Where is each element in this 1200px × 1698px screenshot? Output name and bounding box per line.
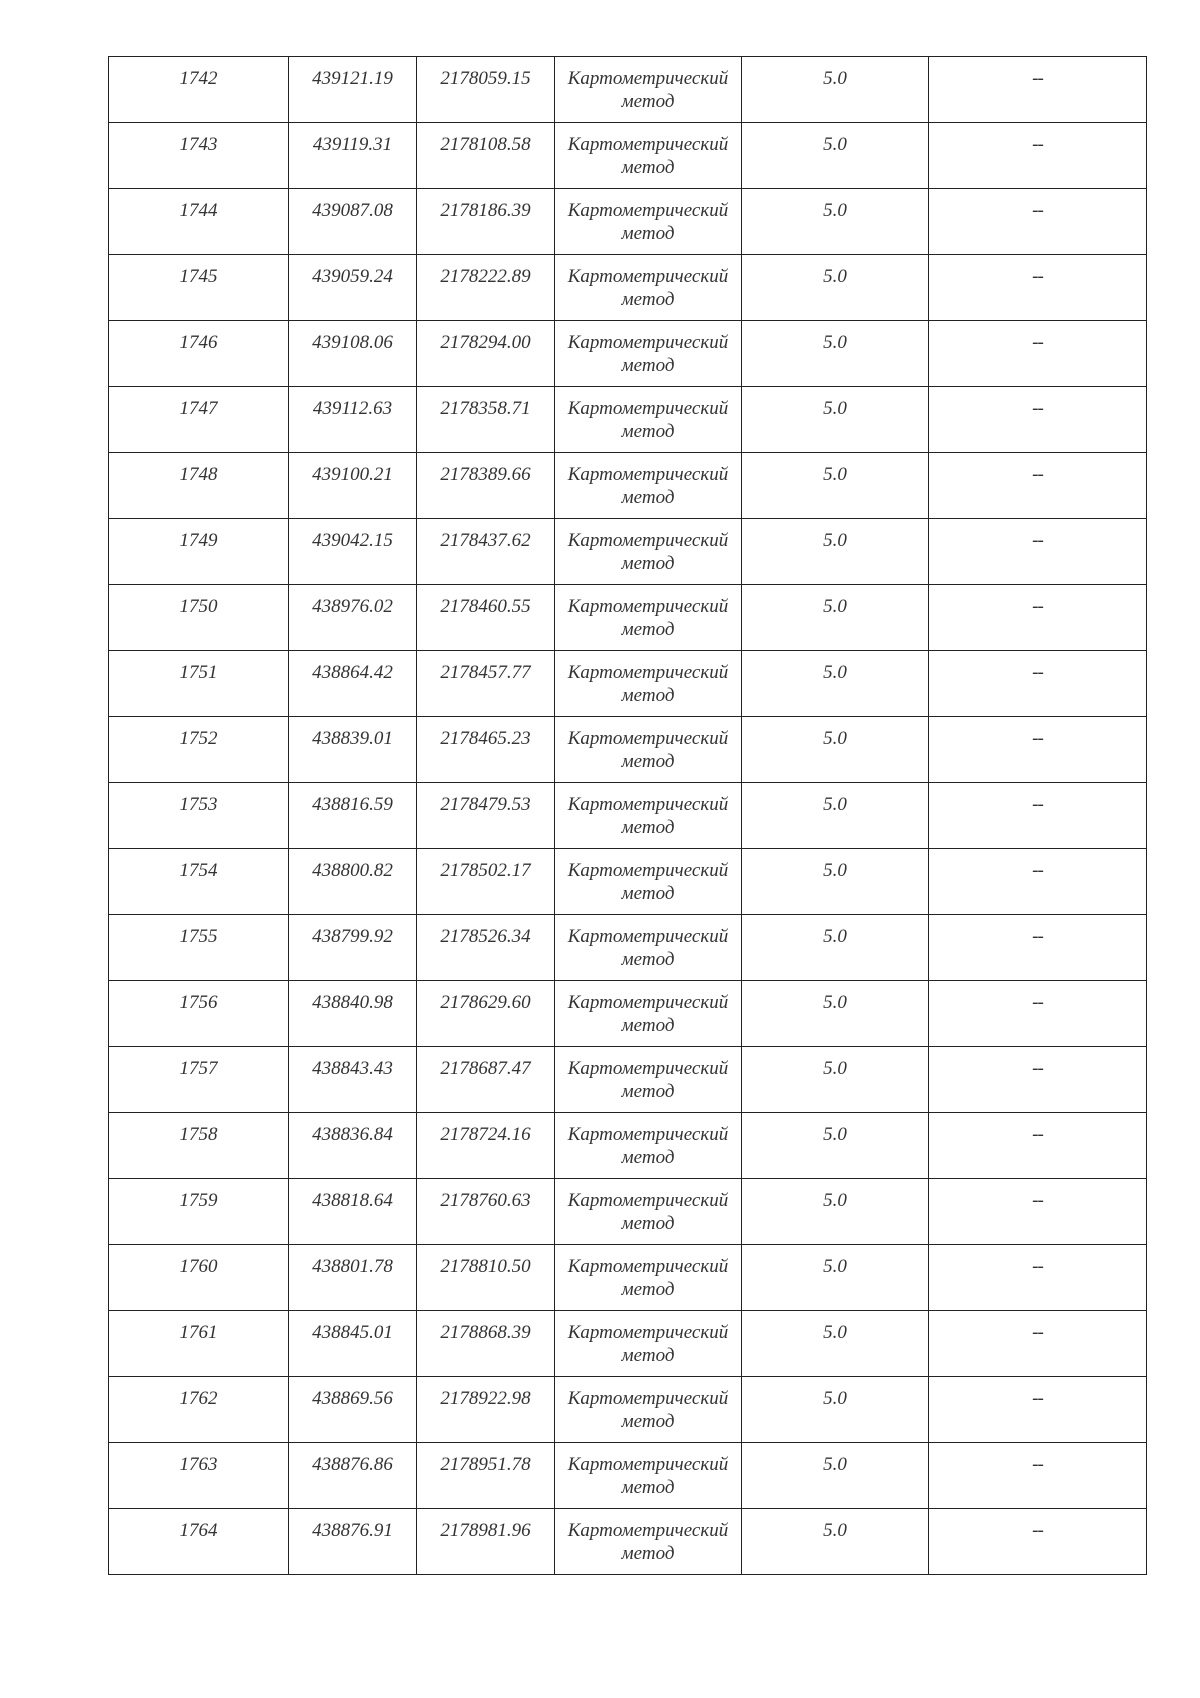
method-line1: Картометрический — [567, 1190, 729, 1211]
table-row — [109, 1443, 1147, 1509]
method-line2: метод — [621, 487, 675, 508]
method-line1: Картометрический — [567, 860, 729, 881]
method-line2: метод — [621, 1147, 675, 1168]
point-number-cell: 1744 — [109, 189, 289, 255]
note-cell: -- — [929, 1311, 1147, 1377]
method-line2: метод — [621, 223, 675, 244]
y-coordinate-cell: 2178526.34 — [417, 915, 555, 981]
x-coordinate-cell: 438801.78 — [289, 1245, 417, 1311]
method-cell — [555, 1047, 742, 1113]
y-coordinate-cell: 2178186.39 — [417, 189, 555, 255]
x-coordinate-cell: 438836.84 — [289, 1113, 417, 1179]
method-cell — [555, 981, 742, 1047]
y-coordinate-cell: 2178358.71 — [417, 387, 555, 453]
coordinates-table — [108, 56, 1147, 1575]
x-coordinate-cell: 438876.86 — [289, 1443, 417, 1509]
y-coordinate-cell: 2178465.23 — [417, 717, 555, 783]
x-coordinate-cell: 438816.59 — [289, 783, 417, 849]
point-number-cell: 1746 — [109, 321, 289, 387]
point-number-cell: 1764 — [109, 1509, 289, 1575]
note-cell: -- — [929, 255, 1147, 321]
y-coordinate-cell: 2178460.55 — [417, 585, 555, 651]
method-cell — [555, 387, 742, 453]
y-coordinate-cell: 2178502.17 — [417, 849, 555, 915]
y-coordinate-cell: 2178108.58 — [417, 123, 555, 189]
point-number-cell: 1755 — [109, 915, 289, 981]
note-cell: -- — [929, 123, 1147, 189]
table-row — [109, 1113, 1147, 1179]
table-row — [109, 1179, 1147, 1245]
method-line1: Картометрический — [567, 794, 729, 815]
accuracy-cell: 5.0 — [742, 1311, 929, 1377]
note-cell: -- — [929, 1113, 1147, 1179]
table-row — [109, 783, 1147, 849]
method-cell — [555, 849, 742, 915]
point-number-cell: 1754 — [109, 849, 289, 915]
y-coordinate-cell: 2178479.53 — [417, 783, 555, 849]
method-line1: Картометрический — [567, 1388, 729, 1409]
note-cell: -- — [929, 651, 1147, 717]
note-cell: -- — [929, 1179, 1147, 1245]
method-line2: метод — [621, 1543, 675, 1564]
x-coordinate-cell: 439042.15 — [289, 519, 417, 585]
method-line2: метод — [621, 289, 675, 310]
method-cell — [555, 783, 742, 849]
y-coordinate-cell: 2178724.16 — [417, 1113, 555, 1179]
table-row — [109, 453, 1147, 519]
method-cell — [555, 123, 742, 189]
x-coordinate-cell: 438800.82 — [289, 849, 417, 915]
method-line2: метод — [621, 1477, 675, 1498]
note-cell: -- — [929, 321, 1147, 387]
method-line2: метод — [621, 1411, 675, 1432]
x-coordinate-cell: 439087.08 — [289, 189, 417, 255]
table-row — [109, 1509, 1147, 1575]
table-row — [109, 585, 1147, 651]
method-line2: метод — [621, 883, 675, 904]
x-coordinate-cell: 438818.64 — [289, 1179, 417, 1245]
accuracy-cell: 5.0 — [742, 519, 929, 585]
x-coordinate-cell: 439119.31 — [289, 123, 417, 189]
method-line2: метод — [621, 553, 675, 574]
point-number-cell: 1747 — [109, 387, 289, 453]
note-cell: -- — [929, 915, 1147, 981]
accuracy-cell: 5.0 — [742, 57, 929, 123]
method-line1: Картометрический — [567, 926, 729, 947]
accuracy-cell: 5.0 — [742, 981, 929, 1047]
y-coordinate-cell: 2178437.62 — [417, 519, 555, 585]
x-coordinate-cell: 438864.42 — [289, 651, 417, 717]
table-row — [109, 255, 1147, 321]
table-row — [109, 1047, 1147, 1113]
method-line1: Картометрический — [567, 530, 729, 551]
method-line1: Картометрический — [567, 134, 729, 155]
method-line2: метод — [621, 1081, 675, 1102]
table-row — [109, 123, 1147, 189]
x-coordinate-cell: 438799.92 — [289, 915, 417, 981]
accuracy-cell: 5.0 — [742, 255, 929, 321]
x-coordinate-cell: 439108.06 — [289, 321, 417, 387]
point-number-cell: 1756 — [109, 981, 289, 1047]
accuracy-cell: 5.0 — [742, 1509, 929, 1575]
y-coordinate-cell: 2178389.66 — [417, 453, 555, 519]
y-coordinate-cell: 2178810.50 — [417, 1245, 555, 1311]
accuracy-cell: 5.0 — [742, 783, 929, 849]
accuracy-cell: 5.0 — [742, 1443, 929, 1509]
note-cell: -- — [929, 189, 1147, 255]
method-line1: Картометрический — [567, 596, 729, 617]
table-row — [109, 387, 1147, 453]
table-row — [109, 1311, 1147, 1377]
method-line1: Картометрический — [567, 1058, 729, 1079]
accuracy-cell: 5.0 — [742, 453, 929, 519]
point-number-cell: 1745 — [109, 255, 289, 321]
method-line2: метод — [621, 91, 675, 112]
note-cell: -- — [929, 1443, 1147, 1509]
method-cell — [555, 1311, 742, 1377]
x-coordinate-cell: 438845.01 — [289, 1311, 417, 1377]
y-coordinate-cell: 2178951.78 — [417, 1443, 555, 1509]
method-line2: метод — [621, 1279, 675, 1300]
method-line1: Картометрический — [567, 398, 729, 419]
y-coordinate-cell: 2178294.00 — [417, 321, 555, 387]
point-number-cell: 1760 — [109, 1245, 289, 1311]
method-cell — [555, 189, 742, 255]
point-number-cell: 1757 — [109, 1047, 289, 1113]
x-coordinate-cell: 438869.56 — [289, 1377, 417, 1443]
method-line1: Картометрический — [567, 332, 729, 353]
method-line1: Картометрический — [567, 200, 729, 221]
table-row — [109, 57, 1147, 123]
method-line2: метод — [621, 1213, 675, 1234]
method-line2: метод — [621, 817, 675, 838]
method-line1: Картометрический — [567, 728, 729, 749]
note-cell: -- — [929, 1509, 1147, 1575]
method-cell — [555, 915, 742, 981]
point-number-cell: 1763 — [109, 1443, 289, 1509]
accuracy-cell: 5.0 — [742, 1245, 929, 1311]
x-coordinate-cell: 439059.24 — [289, 255, 417, 321]
x-coordinate-cell: 438839.01 — [289, 717, 417, 783]
method-cell — [555, 1443, 742, 1509]
method-line2: метод — [621, 355, 675, 376]
x-coordinate-cell: 438876.91 — [289, 1509, 417, 1575]
method-cell — [555, 519, 742, 585]
x-coordinate-cell: 439100.21 — [289, 453, 417, 519]
accuracy-cell: 5.0 — [742, 717, 929, 783]
note-cell: -- — [929, 57, 1147, 123]
table-row — [109, 189, 1147, 255]
y-coordinate-cell: 2178981.96 — [417, 1509, 555, 1575]
table-row — [109, 651, 1147, 717]
point-number-cell: 1753 — [109, 783, 289, 849]
accuracy-cell: 5.0 — [742, 321, 929, 387]
accuracy-cell: 5.0 — [742, 915, 929, 981]
y-coordinate-cell: 2178629.60 — [417, 981, 555, 1047]
accuracy-cell: 5.0 — [742, 387, 929, 453]
note-cell: -- — [929, 519, 1147, 585]
accuracy-cell: 5.0 — [742, 123, 929, 189]
method-cell — [555, 255, 742, 321]
table-row — [109, 915, 1147, 981]
note-cell: -- — [929, 1047, 1147, 1113]
point-number-cell: 1748 — [109, 453, 289, 519]
note-cell: -- — [929, 453, 1147, 519]
accuracy-cell: 5.0 — [742, 1047, 929, 1113]
table-row — [109, 321, 1147, 387]
method-line2: метод — [621, 157, 675, 178]
method-cell — [555, 1509, 742, 1575]
accuracy-cell: 5.0 — [742, 585, 929, 651]
method-cell — [555, 1113, 742, 1179]
table-row — [109, 519, 1147, 585]
point-number-cell: 1759 — [109, 1179, 289, 1245]
x-coordinate-cell: 438840.98 — [289, 981, 417, 1047]
accuracy-cell: 5.0 — [742, 1179, 929, 1245]
y-coordinate-cell: 2178760.63 — [417, 1179, 555, 1245]
point-number-cell: 1758 — [109, 1113, 289, 1179]
note-cell: -- — [929, 585, 1147, 651]
y-coordinate-cell: 2178922.98 — [417, 1377, 555, 1443]
table-row — [109, 717, 1147, 783]
method-line1: Картометрический — [567, 662, 729, 683]
point-number-cell: 1761 — [109, 1311, 289, 1377]
accuracy-cell: 5.0 — [742, 189, 929, 255]
note-cell: -- — [929, 783, 1147, 849]
method-line2: метод — [621, 685, 675, 706]
y-coordinate-cell: 2178059.15 — [417, 57, 555, 123]
point-number-cell: 1749 — [109, 519, 289, 585]
y-coordinate-cell: 2178868.39 — [417, 1311, 555, 1377]
y-coordinate-cell: 2178457.77 — [417, 651, 555, 717]
table-row — [109, 1377, 1147, 1443]
method-cell — [555, 717, 742, 783]
method-cell — [555, 585, 742, 651]
accuracy-cell: 5.0 — [742, 849, 929, 915]
method-line2: метод — [621, 421, 675, 442]
y-coordinate-cell: 2178222.89 — [417, 255, 555, 321]
note-cell: -- — [929, 981, 1147, 1047]
method-line1: Картометрический — [567, 266, 729, 287]
point-number-cell: 1743 — [109, 123, 289, 189]
table-row — [109, 1245, 1147, 1311]
method-line2: метод — [621, 619, 675, 640]
method-cell — [555, 1245, 742, 1311]
method-line2: метод — [621, 1345, 675, 1366]
method-line1: Картометрический — [567, 1520, 729, 1541]
method-cell — [555, 651, 742, 717]
point-number-cell: 1752 — [109, 717, 289, 783]
method-line2: метод — [621, 751, 675, 772]
note-cell: -- — [929, 1245, 1147, 1311]
method-line2: метод — [621, 1015, 675, 1036]
method-line1: Картометрический — [567, 1256, 729, 1277]
table-row — [109, 981, 1147, 1047]
method-cell — [555, 1377, 742, 1443]
method-cell — [555, 453, 742, 519]
x-coordinate-cell: 438843.43 — [289, 1047, 417, 1113]
note-cell: -- — [929, 1377, 1147, 1443]
method-cell — [555, 1179, 742, 1245]
accuracy-cell: 5.0 — [742, 1113, 929, 1179]
note-cell: -- — [929, 387, 1147, 453]
table-row — [109, 849, 1147, 915]
method-line1: Картометрический — [567, 464, 729, 485]
method-line1: Картометрический — [567, 992, 729, 1013]
y-coordinate-cell: 2178687.47 — [417, 1047, 555, 1113]
point-number-cell: 1742 — [109, 57, 289, 123]
method-line1: Картометрический — [567, 1454, 729, 1475]
point-number-cell: 1750 — [109, 585, 289, 651]
x-coordinate-cell: 439121.19 — [289, 57, 417, 123]
coordinates-table-body — [109, 57, 1147, 1575]
method-cell — [555, 321, 742, 387]
note-cell: -- — [929, 717, 1147, 783]
method-line1: Картометрический — [567, 1322, 729, 1343]
point-number-cell: 1762 — [109, 1377, 289, 1443]
accuracy-cell: 5.0 — [742, 1377, 929, 1443]
note-cell: -- — [929, 849, 1147, 915]
method-cell — [555, 57, 742, 123]
accuracy-cell: 5.0 — [742, 651, 929, 717]
method-line1: Картометрический — [567, 68, 729, 89]
x-coordinate-cell: 438976.02 — [289, 585, 417, 651]
point-number-cell: 1751 — [109, 651, 289, 717]
x-coordinate-cell: 439112.63 — [289, 387, 417, 453]
method-line2: метод — [621, 949, 675, 970]
method-line1: Картометрический — [567, 1124, 729, 1145]
